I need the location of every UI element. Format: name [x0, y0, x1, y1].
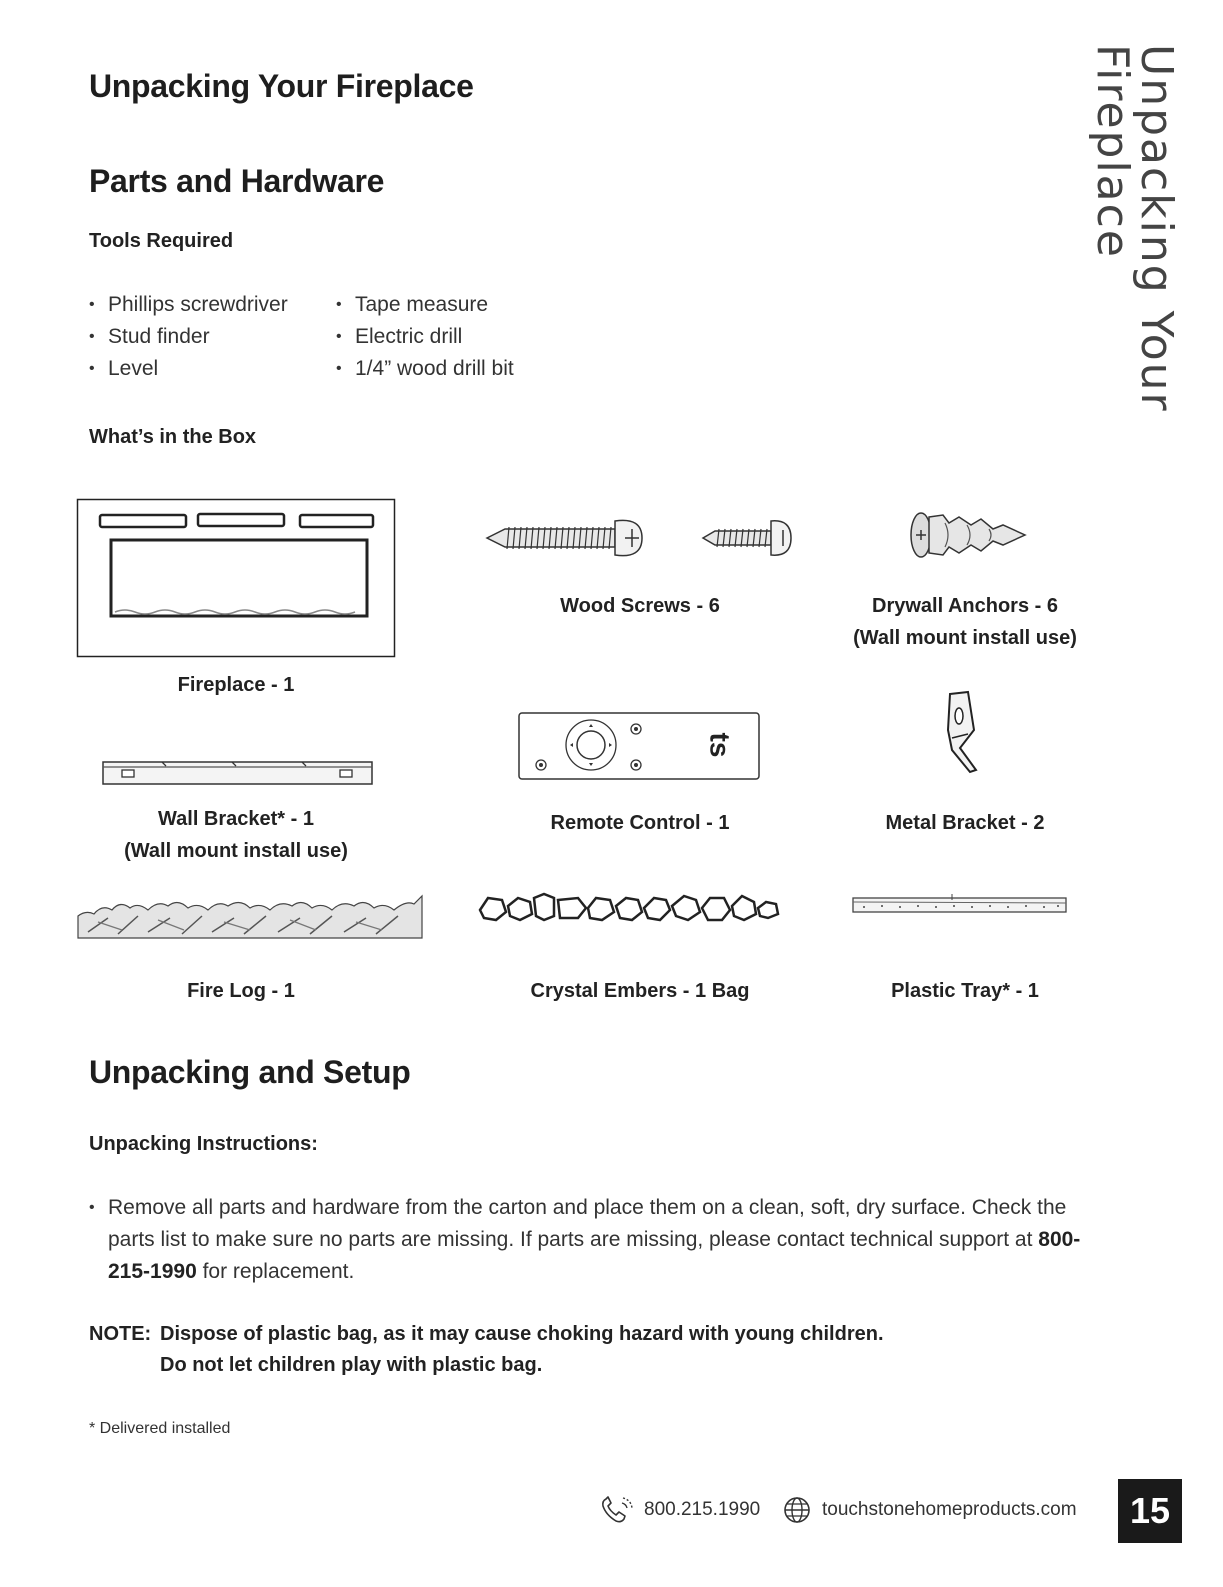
- caption-drywall-anchors: Drywall Anchors - 6 (Wall mount install use): [853, 595, 1077, 649]
- plastic-tray-illustration: [852, 894, 1068, 918]
- list-item: • Level: [89, 353, 288, 385]
- wall-bracket-illustration: [102, 758, 374, 786]
- remote-control-illustration: [518, 711, 761, 781]
- tools-required-label: Tools Required: [89, 230, 234, 252]
- page-number: 15: [1118, 1479, 1182, 1543]
- tools-list-right: [336, 289, 514, 385]
- wood-screws-illustration: [487, 515, 791, 561]
- drywall-anchors-illustration: [905, 509, 1027, 561]
- instruction-bullet: [89, 1192, 1118, 1288]
- fire-log-illustration: [78, 892, 422, 940]
- list-item: • 1/4” wood drill bit: [336, 353, 514, 385]
- tools-list-left: [89, 289, 288, 385]
- unpacking-instructions-label: Unpacking Instructions:: [89, 1133, 318, 1155]
- instruction-text: Remove all parts and hardware from the carton and place them on a clean, soft, dry surface. Check the parts list to make sure no parts are missing. If parts are missing, please contact technical support at: [108, 1196, 1067, 1251]
- fireplace-illustration: [77, 499, 396, 658]
- phone-icon: [600, 1495, 634, 1525]
- caption-metal-bracket: Metal Bracket - 2: [885, 812, 1045, 834]
- footer-website: touchstonehomeproducts.com: [822, 1499, 1077, 1520]
- side-section-title: Unpacking Your Fireplace: [1087, 44, 1182, 413]
- parts-hardware-heading: Parts and Hardware: [89, 163, 385, 199]
- caption-wall-bracket: Wall Bracket* - 1 (Wall mount install use): [124, 808, 348, 862]
- safety-note: [89, 1319, 884, 1381]
- caption-fire-log: Fire Log - 1: [187, 980, 295, 1002]
- support-phone: 800-215-1990: [108, 1228, 1081, 1283]
- globe-icon: [783, 1496, 811, 1524]
- caption-remote-control: Remote Control - 1: [550, 812, 730, 834]
- page-title: Unpacking Your Fireplace: [89, 68, 474, 104]
- instruction-text-end: for replacement.: [196, 1260, 355, 1283]
- metal-bracket-illustration: [940, 690, 982, 774]
- crystal-embers-illustration: [478, 888, 788, 928]
- caption-plastic-tray: Plastic Tray* - 1: [891, 980, 1039, 1002]
- caption-crystal-embers: Crystal Embers - 1 Bag: [530, 980, 750, 1002]
- note-line-2: Do not let children play with plastic bag.: [160, 1354, 543, 1376]
- caption-fireplace: Fireplace - 1: [177, 674, 295, 696]
- unpacking-setup-heading: Unpacking and Setup: [89, 1054, 411, 1090]
- list-item: • Electric drill: [336, 321, 514, 353]
- remote-logo-text: ts: [704, 732, 736, 758]
- caption-wood-screws: Wood Screws - 6: [560, 595, 720, 617]
- whats-in-box-label: What’s in the Box: [89, 426, 257, 448]
- list-item: • Stud finder: [89, 321, 288, 353]
- note-line-1: Dispose of plastic bag, as it may cause choking hazard with young children.: [160, 1323, 884, 1345]
- list-item: • Tape measure: [336, 289, 514, 321]
- list-item: • Phillips screwdriver: [89, 289, 288, 321]
- note-label: NOTE:: [89, 1323, 152, 1345]
- footnote: * Delivered installed: [89, 1420, 231, 1437]
- footer-phone: 800.215.1990: [644, 1499, 761, 1520]
